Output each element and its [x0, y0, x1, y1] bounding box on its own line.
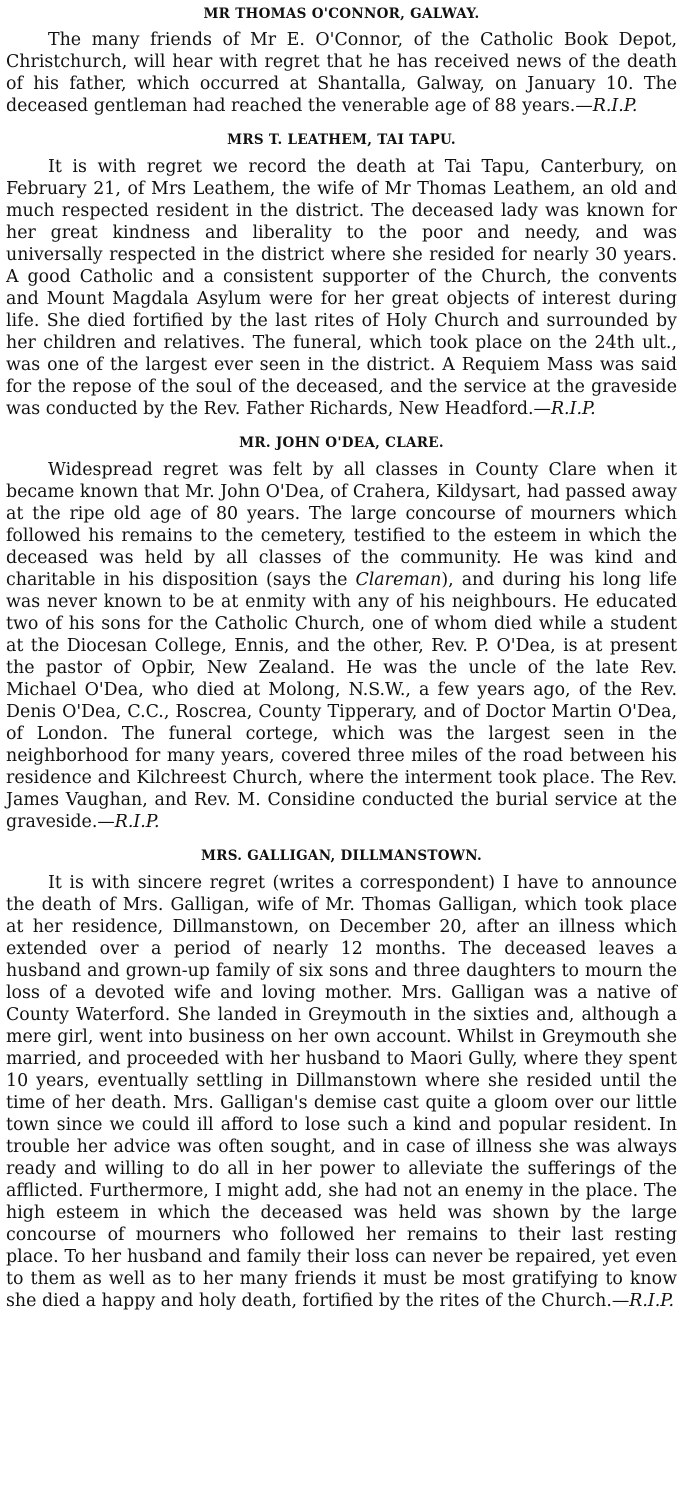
obituary-leathem [6, 132, 677, 420]
rip-text: R.I.P. [550, 399, 596, 419]
section-body [6, 29, 677, 117]
section-body [6, 156, 677, 420]
rip-text: R.I.P. [592, 96, 638, 116]
section-heading: MRS. GALLIGAN, DILLMANSTOWN. [200, 848, 483, 864]
body-text: It is with sincere regret (writes a correspondent) I have to announce the death of Mrs. Galligan, wife of Mr. Thomas Galligan, which took place at her residence, Dillmanstown, on December 20, after an illness which extended over a period of nearly 12 months. The deceased leaves a husband and grown-up family of six sons and three daughters to mourn the loss of a devoted wife and loving mother. Mrs. Galligan was a native of County Waterford. She landed in Greymouth in the sixties and, although a mere girl, went into business on her own account. Whilst in Greymouth she married, and proceeded with her husband to Maori Gully, where they spent 10 years, eventually settling in Dillmanstown where she resided until the time of her death. Mrs. Galligan's demise cast quite a gloom over our little town since we could ill afford to lose such a kind and popular resident. In trouble her advice was often sought, and in case of illness she was always ready and willing to do all in her power to alleviate the sufferings of the afflicted. Furthermore, I might add, she had not an enemy in the place. The high esteem in which the deceased was held was shown by the large concourse of mourners who followed her remains to their last resting place. To her husband and family their loss can never be repaired, yet even to them as well as to her many friends it must be most gratifying to know she died a happy and holy death, fortified by the rites of the Church.— [6, 873, 677, 1311]
body-text-continued: ), and during his long life was never known to be at enmity with any of his neighbours. He educated two of his sons for the Catholic Church, one of whom died while a student at the Diocesan College, Ennis, and the other, Rev. P. O'Dea, is at present the pastor of Opbir, New Zealand. He was the uncle of the late Rev. Michael O'Dea, who died at Molong, N.S.W., a few years ago, of the Rev. Denis O'Dea, C.C., Roscrea, County Tipperary, and of Doctor Martin O'Dea, of London. The funeral cortege, which was the largest seen in the neighborhood for many years, covered three miles of the road between his residence and Kilchreest Church, where the interment took place. The Rev. James Vaughan, and Rev. M. Considine conducted the burial service at the graveside.— [6, 570, 677, 832]
section-body [6, 872, 677, 1312]
obituary-odea [6, 435, 677, 833]
newspaper-column [0, 6, 683, 1495]
rip-text: R.I.P. [629, 1291, 675, 1311]
section-heading: MR THOMAS O'CONNOR, GALWAY. [203, 6, 480, 22]
section-heading: MR. JOHN O'DEA, CLARE. [239, 435, 444, 451]
obituary-galligan [6, 848, 677, 1312]
section-heading: MRS T. LEATHEM, TAI TAPU. [227, 132, 456, 148]
obituary-oconnor [6, 6, 677, 117]
section-body [6, 459, 677, 833]
newspaper-title: Clareman [355, 570, 442, 590]
body-text: It is with regret we record the death at Tai Tapu, Canterbury, on February 21, of Mrs Leathem, the wife of Mr Thomas Leathem, an old and much respected resident in the district. The deceased lady was known for her great kindness and liberality to the poor and needy, and was universally respected in the district where she resided for nearly 30 years. A good Catholic and a consistent supporter of the Church, the convents and Mount Magdala Asylum were for her great objects of interest during life. She died fortified by the last rites of Holy Church and surrounded by her children and relatives. The funeral, which took place on the 24th ult., was one of the largest ever seen in the district. A Requiem Mass was said for the repose of the soul of the deceased, and the service at the graveside was conducted by the Rev. Father Richards, New Headford.— [6, 157, 677, 419]
body-text: The many friends of Mr E. O'Connor, of the Catholic Book Depot, Christchurch, will hear with regret that he has received news of the death of his father, which occurred at Shantalla, Galway, on January 10. The deceased gentleman had reached the venerable age of 88 years.— [6, 30, 677, 116]
rip-text: R.I.P. [114, 812, 160, 832]
body-text: Widespread regret was felt by all classes in County Clare when it became known that Mr. John O'Dea, of Crahera, Kildysart, had passed away at the ripe old age of 80 years. The large concourse of mourners which followed his remains to the cemetery, testified to the esteem in which the deceased was held by all classes of the community. He was kind and charitable in his disposition (says the [6, 460, 677, 590]
